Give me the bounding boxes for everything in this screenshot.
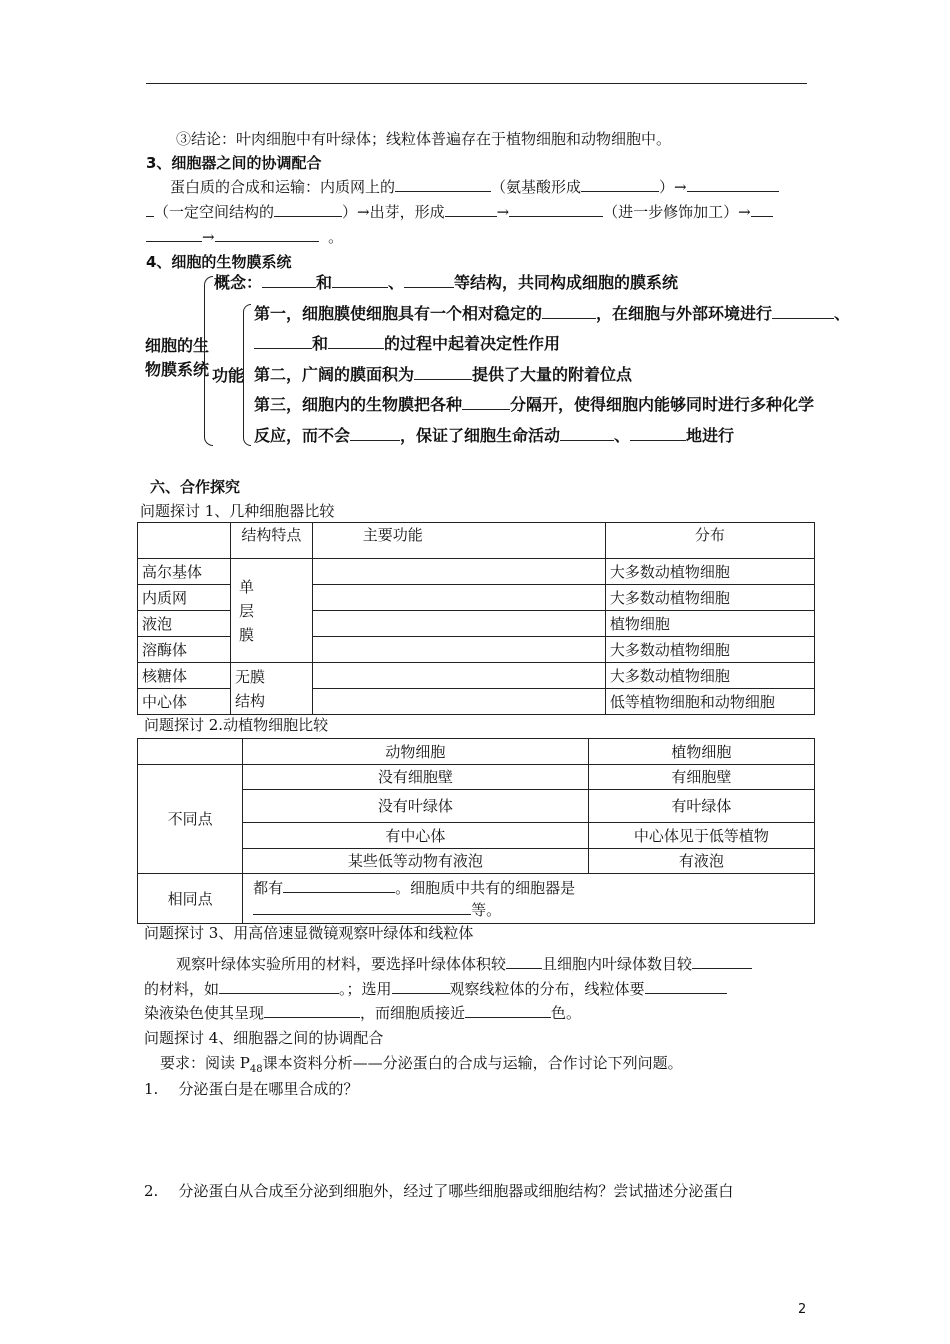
- concept-line: 概念： 和 、 等结构，共同构成细胞的膜系统: [214, 273, 679, 292]
- organelle-table: [137, 522, 815, 715]
- q3-line2: 的材料，如 。；选用 观察线粒体的分布，线粒体要: [144, 978, 727, 1000]
- animal-cell: 没有细胞壁: [243, 765, 589, 790]
- section3-line1: 蛋白质的合成和运输：内质网上的 （氨基酸形成 ）→: [170, 176, 779, 198]
- organelle-name: 核糖体: [138, 663, 231, 689]
- blank[interactable]: [264, 1003, 360, 1018]
- blank[interactable]: [645, 979, 727, 994]
- distribution-cell: 大多数动植物细胞: [605, 637, 814, 663]
- q2-title: 问题探讨 2.动植物细胞比较: [144, 716, 329, 734]
- blank[interactable]: [506, 954, 542, 969]
- function-3b-line: 反应，而不会 ，保证了细胞生命活动 、 地进行: [254, 426, 735, 445]
- animal-cell: 某些低等动物有液泡: [243, 849, 589, 874]
- col-plant: 植物细胞: [588, 739, 814, 765]
- blank[interactable]: [462, 395, 510, 410]
- col-animal: 动物细胞: [243, 739, 589, 765]
- function-cell[interactable]: [312, 689, 605, 715]
- function-cell[interactable]: [312, 611, 605, 637]
- organelle-name: 高尔基体: [138, 559, 231, 585]
- blank[interactable]: [445, 202, 497, 217]
- section3-line3: → 。: [146, 226, 343, 248]
- header-function: 主要功能: [312, 523, 605, 559]
- plant-cell: 中心体见于低等植物: [588, 823, 814, 849]
- blank[interactable]: [146, 227, 202, 242]
- single-membrane-cell: 单 层 膜: [230, 559, 312, 663]
- section4-title: 4、细胞的生物膜系统: [146, 253, 292, 271]
- blank[interactable]: [751, 202, 773, 217]
- q4-item1: 1. 分泌蛋白是在哪里合成的？: [144, 1080, 359, 1098]
- plant-cell: 有细胞壁: [588, 765, 814, 790]
- inner-brace: [243, 304, 251, 446]
- function-cell[interactable]: [312, 637, 605, 663]
- q3-line3: 染液染色使其呈现 ，而细胞质接近 色。: [144, 1004, 582, 1022]
- blank[interactable]: [509, 202, 603, 217]
- q3-line1: 观察叶绿体实验所用的材料，要选择叶绿体体积较 且细胞内叶绿体数目较: [176, 953, 752, 975]
- animal-cell: 没有叶绿体: [243, 790, 589, 823]
- organelle-name: 中心体: [138, 689, 231, 715]
- distribution-cell: 大多数动植物细胞: [605, 559, 814, 585]
- organelle-name: 液泡: [138, 611, 231, 637]
- blank[interactable]: [687, 177, 779, 192]
- blank[interactable]: [581, 177, 659, 192]
- blank[interactable]: [283, 878, 395, 893]
- header-rule: [146, 83, 807, 84]
- organelle-name: 溶酶体: [138, 637, 231, 663]
- blank[interactable]: [254, 334, 312, 349]
- function-cell[interactable]: [312, 663, 605, 689]
- no-membrane-cell: 无膜 结构: [230, 663, 312, 715]
- q4-requirement: 要求：阅读 $P_{48}$课本资料分析——分泌蛋白的合成与运输，合作讨论下列问题。: [160, 1054, 683, 1075]
- header-distribution: 分布: [605, 523, 814, 559]
- q1-title: 问题探讨 1、几种细胞器比较: [140, 502, 335, 520]
- blank[interactable]: [262, 273, 316, 288]
- blank[interactable]: [692, 954, 752, 969]
- function-cell[interactable]: [312, 559, 605, 585]
- blank[interactable]: [414, 365, 472, 380]
- blank[interactable]: [395, 177, 491, 192]
- blank[interactable]: [350, 426, 400, 441]
- blank[interactable]: [630, 426, 686, 441]
- blank[interactable]: [274, 202, 342, 217]
- q4-title: 问题探讨 4、细胞器之间的协调配合: [144, 1029, 384, 1047]
- blank[interactable]: [219, 979, 339, 994]
- distribution-cell: 大多数动植物细胞: [605, 585, 814, 611]
- function-3-line: 第三，细胞内的生物膜把各种 分隔开，使得细胞内能够同时进行多种化学: [254, 395, 815, 414]
- function-1b-line: 和 的过程中起着决定性作用: [254, 333, 560, 355]
- blank[interactable]: [560, 426, 614, 441]
- conclusion-text: ③结论：叶肉细胞中有叶绿体；线粒体普遍存在于植物细胞和动物细胞中。: [176, 130, 672, 148]
- section6-title: 六、合作探究: [150, 478, 241, 496]
- blank[interactable]: [404, 273, 454, 288]
- organelle-name: 内质网: [138, 585, 231, 611]
- blank[interactable]: [332, 273, 388, 288]
- blank[interactable]: [542, 304, 596, 319]
- same-cell: 都有 。细胞质中共有的细胞器是 等。: [243, 874, 815, 924]
- plant-cell: 有液泡: [588, 849, 814, 874]
- blank[interactable]: [253, 900, 471, 915]
- cell-compare-table: [137, 738, 815, 924]
- page-number: 2: [798, 1302, 807, 1317]
- function-cell[interactable]: [312, 585, 605, 611]
- plant-cell: 有叶绿体: [588, 790, 814, 823]
- function-label: 功能: [212, 366, 245, 385]
- section3-title: 3、细胞器之间的协调配合: [146, 154, 322, 172]
- blank[interactable]: [328, 334, 384, 349]
- blank[interactable]: [215, 227, 319, 242]
- blank[interactable]: [772, 304, 834, 319]
- blank[interactable]: [146, 202, 154, 217]
- q3-title: 问题探讨 3、用高倍速显微镜观察叶绿体和线粒体: [144, 924, 474, 942]
- same-label: 相同点: [138, 874, 243, 924]
- distribution-cell: 低等植物细胞和动物细胞: [605, 689, 814, 715]
- section3-line2: （一定空间结构的 ）→出芽，形成 → （进一步修饰加工）→: [146, 201, 773, 223]
- membrane-system-label: 细胞的生 物膜系统: [145, 336, 210, 379]
- outer-brace: [204, 276, 213, 446]
- distribution-cell: 植物细胞: [605, 611, 814, 637]
- distribution-cell: 大多数动植物细胞: [605, 663, 814, 689]
- header-structure: 结构特点: [230, 523, 312, 559]
- function-1-line: 第一，细胞膜使细胞具有一个相对稳定的 ，在细胞与外部环境进行 、: [254, 304, 851, 323]
- q4-item2: 2. 分泌蛋白从合成至分泌到细胞外，经过了哪些细胞器或细胞结构？尝试描述分泌蛋白: [144, 1182, 734, 1200]
- animal-cell: 有中心体: [243, 823, 589, 849]
- blank[interactable]: [392, 979, 450, 994]
- blank[interactable]: [465, 1003, 551, 1018]
- function-2-line: 第二，广阔的膜面积为 提供了大量的附着位点: [254, 365, 633, 384]
- diff-label: 不同点: [138, 765, 243, 874]
